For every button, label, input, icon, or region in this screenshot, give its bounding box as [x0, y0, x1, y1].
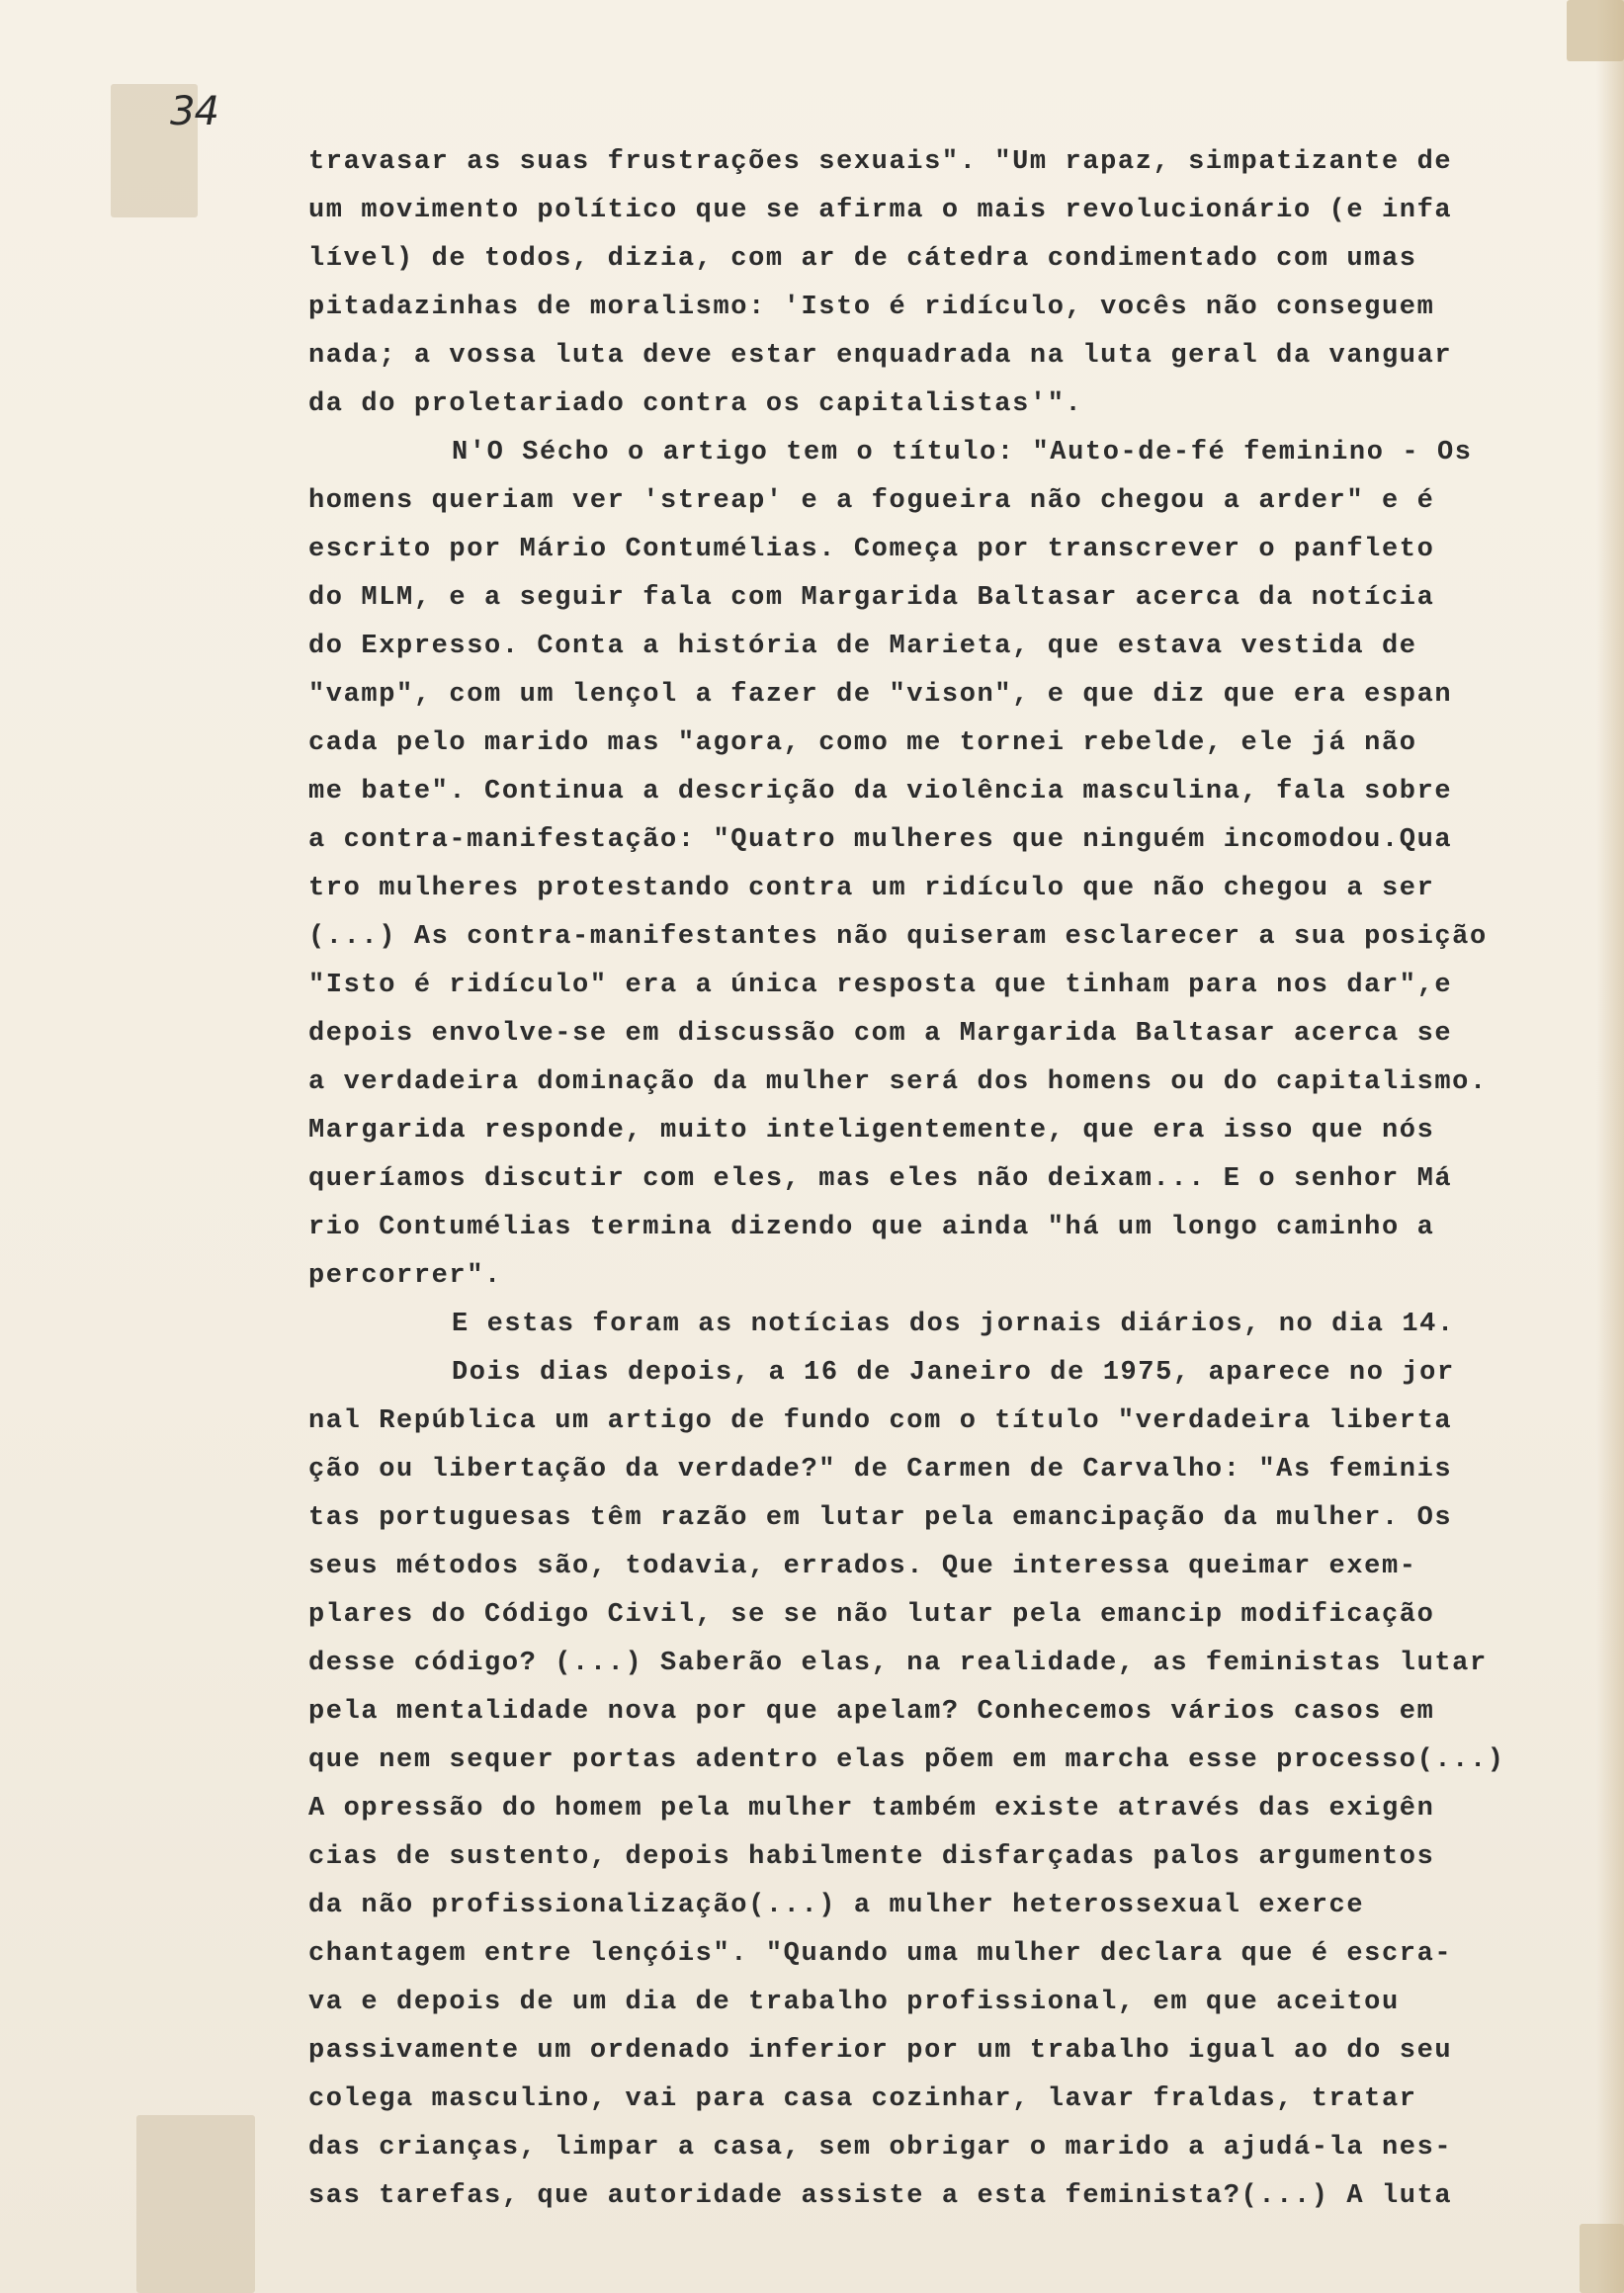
text-line: me bate". Continua a descrição da violência masculina, fala sobre [308, 777, 1453, 807]
text-line: a contra-manifestação: "Quatro mulheres que ninguém incomodou.Qua [308, 825, 1453, 855]
text-line: tas portuguesas têm razão em lutar pela emancipação da mulher. Os [308, 1503, 1453, 1533]
text-line: nal República um artigo de fundo com o título "verdadeira liberta [308, 1406, 1453, 1436]
text-line: (...) As contra-manifestantes não quiseram esclarecer a sua posição [308, 922, 1488, 952]
text-line: da do proletariado contra os capitalistas'". [308, 389, 1083, 419]
text-line: Margarida responde, muito inteligentemente, que era isso que nós [308, 1116, 1435, 1146]
text-line: desse código? (...) Saberão elas, na realidade, as feministas lutar [308, 1649, 1488, 1678]
text-line: pela mentalidade nova por que apelam? Conhecemos vários casos em [308, 1697, 1435, 1727]
text-line: A opressão do homem pela mulher também existe através das exigên [308, 1794, 1435, 1824]
text-line: percorrer". [308, 1261, 502, 1291]
text-line: pitadazinhas de moralismo: 'Isto é ridículo, vocês não conseguem [308, 293, 1435, 322]
text-line: plares do Código Civil, se se não lutar pela emancip modificação [308, 1600, 1435, 1630]
text-line: sas tarefas, que autoridade assiste a esta feminista?(...) A luta [308, 2181, 1453, 2211]
text-line: seus métodos são, todavia, errados. Que interessa queimar exem- [308, 1552, 1417, 1581]
text-line: a verdadeira dominação da mulher será dos homens ou do capitalismo. [308, 1067, 1488, 1097]
text-line: rio Contumélias termina dizendo que ainda "há um longo caminho a [308, 1213, 1435, 1242]
text-line: cias de sustento, depois habilmente disfarçadas palos argumentos [308, 1842, 1435, 1872]
text-line: va e depois de um dia de trabalho profissional, em que aceitou [308, 1988, 1400, 2017]
text-line: tro mulheres protestando contra um ridículo que não chegou a ser [308, 874, 1435, 903]
text-line: cada pelo marido mas "agora, como me tornei rebelde, ele já não [308, 728, 1417, 758]
text-line: "vamp", com um lençol a fazer de "vison", e que diz que era espan [308, 680, 1453, 710]
text-line: nada; a vossa luta deve estar enquadrada na luta geral da vanguar [308, 341, 1453, 371]
text-line: travasar as suas frustrações sexuais". "Um rapaz, simpatizante de [308, 147, 1453, 177]
page-edge-shadow [1596, 0, 1624, 2293]
tape-mark-bottom-right [1580, 2224, 1624, 2293]
text-line: Dois dias depois, a 16 de Janeiro de 1975, aparece no jor [452, 1358, 1455, 1388]
text-line: das crianças, limpar a casa, sem obrigar o marido a ajudá-la nes- [308, 2133, 1453, 2163]
text-line: N'O Sécho o artigo tem o título: "Auto-de-fé feminino - Os [452, 438, 1473, 467]
text-line: lível) de todos, dizia, com ar de cátedra condimentado com umas [308, 244, 1417, 274]
text-line: ção ou libertação da verdade?" de Carmen de Carvalho: "As feminis [308, 1455, 1453, 1485]
text-line: queríamos discutir com eles, mas eles não deixam... E o senhor Má [308, 1164, 1453, 1194]
text-line: um movimento político que se afirma o mais revolucionário (e infa [308, 196, 1453, 225]
page-number: 34 [170, 89, 218, 134]
text-line: do Expresso. Conta a história de Marieta, que estava vestida de [308, 632, 1417, 661]
text-line: da não profissionalização(...) a mulher heterossexual exerce [308, 1891, 1365, 1920]
tape-mark-top-right [1567, 0, 1624, 61]
text-line: do MLM, e a seguir fala com Margarida Baltasar acerca da notícia [308, 583, 1435, 613]
text-line: depois envolve-se em discussão com a Margarida Baltasar acerca se [308, 1019, 1453, 1049]
text-line: colega masculino, vai para casa cozinhar, lavar fraldas, tratar [308, 2084, 1417, 2114]
text-line: chantagem entre lençóis". "Quando uma mulher declara que é escra- [308, 1939, 1453, 1969]
text-line: E estas foram as notícias dos jornais diários, no dia 14. [452, 1310, 1455, 1339]
text-line: homens queriam ver 'streap' e a fogueira não chegou a arder" e é [308, 486, 1435, 516]
text-line: que nem sequer portas adentro elas põem em marcha esse processo(...) [308, 1745, 1505, 1775]
text-line: "Isto é ridículo" era a única resposta que tinham para nos dar",e [308, 971, 1453, 1000]
text-line: passivamente um ordenado inferior por um trabalho igual ao do seu [308, 2036, 1453, 2066]
tape-mark-bottom-left [136, 2115, 255, 2293]
text-line: escrito por Mário Contumélias. Começa por transcrever o panfleto [308, 535, 1435, 564]
